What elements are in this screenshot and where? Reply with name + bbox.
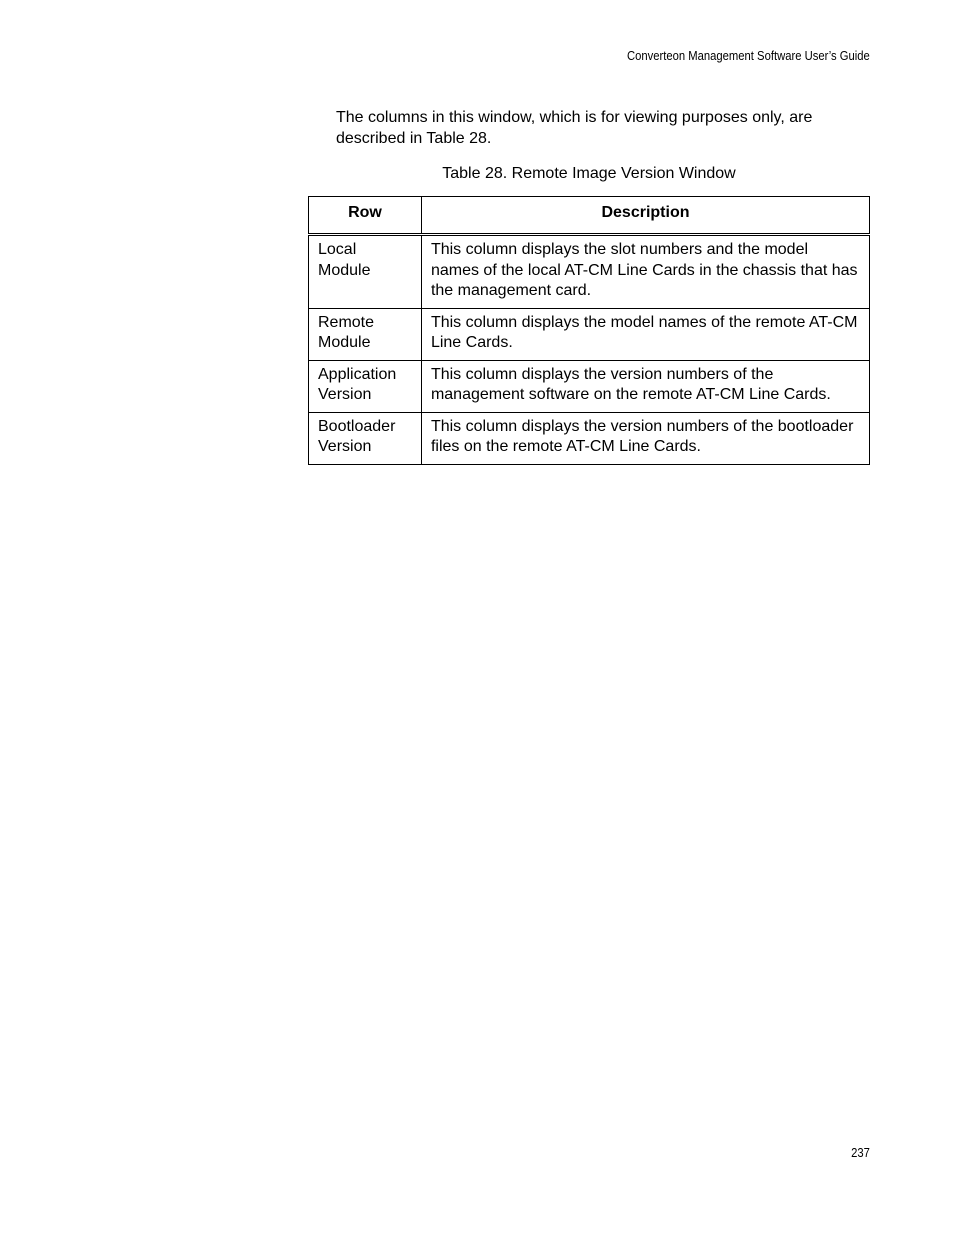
- table-header-row: [309, 197, 870, 235]
- intro-paragraph: The columns in this window, which is for viewing purposes only, are described in Table 28.: [336, 109, 813, 147]
- table-row: [309, 360, 870, 412]
- row-description-cell: This column displays the version numbers of the bootloader files on the remote AT-CM Line Cards.: [421, 412, 869, 464]
- row-description-cell: This column displays the slot numbers and the model names of the local AT-CM Line Cards in the chassis that has the management card.: [421, 235, 869, 309]
- table-row: [309, 308, 870, 360]
- row-description-cell: This column displays the version numbers of the management software on the remote AT-CM Line Cards.: [421, 360, 869, 412]
- running-header: Converteon Management Software User’s Guide: [627, 49, 870, 63]
- row-name-cell: Local Module: [309, 235, 422, 309]
- column-header-row: Row: [309, 197, 422, 235]
- table-row: [309, 235, 870, 309]
- table-row: [309, 412, 870, 464]
- row-name-cell: Remote Module: [309, 308, 422, 360]
- row-name-cell: Bootloader Version: [309, 412, 422, 464]
- remote-image-version-table: [308, 196, 870, 465]
- row-name-cell: Application Version: [309, 360, 422, 412]
- table-caption: Table 28. Remote Image Version Window: [442, 165, 736, 182]
- row-description-cell: This column displays the model names of the remote AT-CM Line Cards.: [421, 308, 869, 360]
- page-number: 237: [851, 1146, 870, 1160]
- column-header-description: Description: [421, 197, 869, 235]
